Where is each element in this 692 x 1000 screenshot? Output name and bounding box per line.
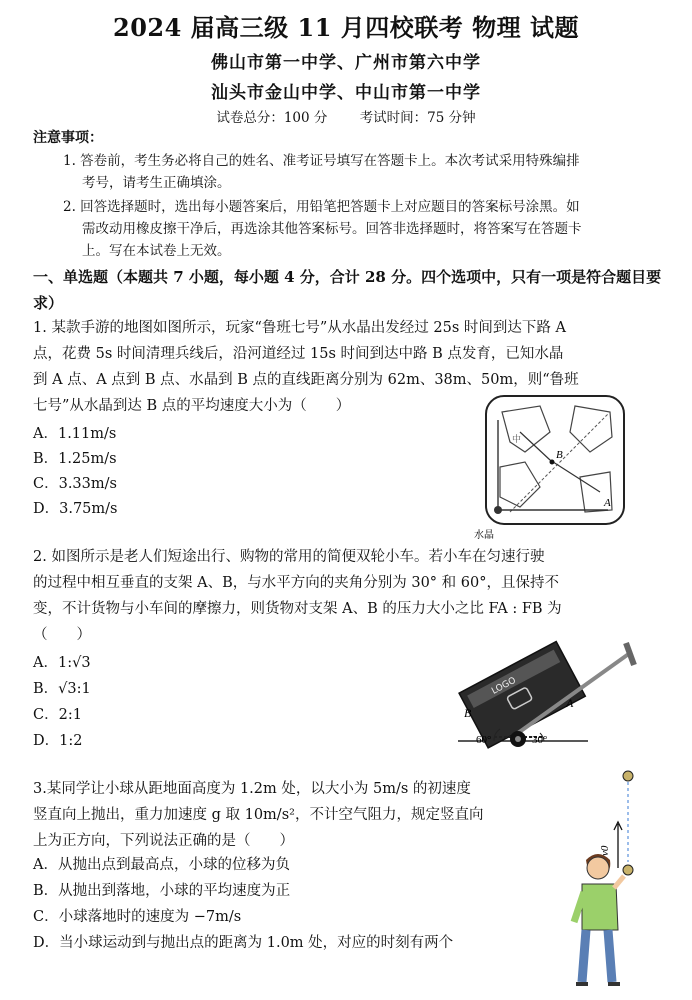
q1-map-label-b: B — [556, 449, 563, 461]
note-2-line-3: 上。写在本试卷上无效。 — [82, 243, 231, 259]
q2-option-d: D．1:2 — [33, 733, 83, 749]
exam-title: 2024 届高三级 11 月四校联考 物理 试题 — [113, 13, 579, 42]
svg-text:LOGO: LOGO — [490, 675, 518, 697]
q3-option-c: C．小球落地时的速度为 −7m/s — [33, 909, 242, 925]
q3-throw-figure — [560, 762, 660, 987]
q1-map-figure — [474, 392, 630, 541]
q1-option-b: B．1.25m/s — [33, 451, 117, 467]
q1-line-3: 到 A 点、A 点到 B 点、水晶到 B 点的直线距离分别为 62m、38m、50m，则“鲁班 — [33, 372, 579, 388]
q2-line-2: 的过程中相互垂直的支架 A、B，与水平方向的夹角分别为 30° 和 60°，且保持不 — [33, 575, 559, 591]
q2-line-4: （ ） — [33, 627, 91, 643]
q1-map-label-crystal: 水晶 — [474, 530, 494, 541]
note-1-line-1: 1. 答卷前，考生务必将自己的姓名、准考证号填写在答题卡上。本次考试采用特殊编排 — [63, 153, 580, 169]
q3-option-b: B．从抛出到落地，小球的平均速度为正 — [33, 883, 291, 899]
q3-line-3: 上为正方向，下列说法正确的是（ ） — [33, 833, 294, 849]
q2-option-b: B．√3:1 — [33, 681, 91, 697]
q3-line-1: 3.某同学让小球从距地面高度为 1.2m 处，以大小为 5m/s 的初速度 — [33, 781, 471, 797]
q2-line-3: 变，不计货物与小车间的摩擦力，则货物对支架 A、B 的压力大小之比 FA : FB 为 — [33, 601, 562, 617]
q2-option-a: A．1:√3 — [33, 655, 91, 671]
total-score: 试卷总分：100 分 — [216, 110, 328, 126]
schools-line-1: 佛山市第一中学、广州市第六中学 — [211, 53, 481, 73]
q3-line-2: 竖直向上抛出，重力加速度 g 取 10m/s²，不计空气阻力，规定竖直向 — [33, 807, 484, 823]
q1-line-2: 点，花费 5s 时间清理兵线后，沿河道经过 15s 时间到达中路 B 点发育，已知水晶 — [33, 346, 564, 362]
q2-angle-right: 30° — [532, 734, 548, 746]
q2-line-1: 2. 如图所示是老人们短途出行、购物的常用的简便双轮小车。若小车在匀速行驶 — [33, 549, 545, 565]
q1-line-1: 1. 某款手游的地图如图所示，玩家“鲁班七号”从水晶出发经过 25s 时间到达下路 A — [33, 320, 566, 336]
q1-option-a: A．1.11m/s — [33, 426, 117, 442]
q3-option-d: D．当小球运动到与抛出点的距离为 1.0m 处，对应的时刻有两个 — [33, 935, 454, 951]
note-2-line-2: 需改动用橡皮擦干净后，再选涂其他答案标号。回答非选择题时，将答案写在答题卡 — [82, 221, 582, 237]
q2-option-c: C．2:1 — [33, 707, 82, 723]
note-1-line-2: 考号，请考生正确填涂。 — [82, 175, 231, 191]
section-title: 一、单选题（本题共 7 小题，每小题 4 分，合计 28 分。四个选项中，只有一项是符合题目要求） — [33, 268, 662, 312]
q2-angle-left: 60° — [476, 734, 492, 746]
q1-option-d: D．3.75m/s — [33, 501, 118, 517]
q1-map-label-a: A — [604, 497, 611, 509]
note-2-line-1: 2. 回答选择题时，选出每小题答案后，用铅笔把答题卡上对应题目的答案标号涂黑。如 — [63, 199, 580, 215]
q3-option-a: A．从抛出点到最高点，小球的位移为负 — [33, 857, 290, 873]
q2-label-a: A — [566, 696, 574, 710]
notes-heading: 注意事项： — [33, 130, 103, 146]
q2-label-b: B — [464, 706, 472, 720]
q3-label-v0: v0 — [599, 845, 611, 856]
exam-meta — [0, 106, 692, 126]
q1-map-label-river: 中 — [512, 435, 522, 445]
schools-line-2: 汕头市金山中学、中山市第一中学 — [211, 83, 481, 103]
q1-option-c: C．3.33m/s — [33, 476, 117, 492]
q1-line-4: 七号”从水晶到达 B 点的平均速度大小为（ ） — [33, 398, 351, 414]
q2-cart-figure — [458, 625, 638, 750]
exam-time: 考试时间：75 分钟 — [359, 110, 476, 126]
